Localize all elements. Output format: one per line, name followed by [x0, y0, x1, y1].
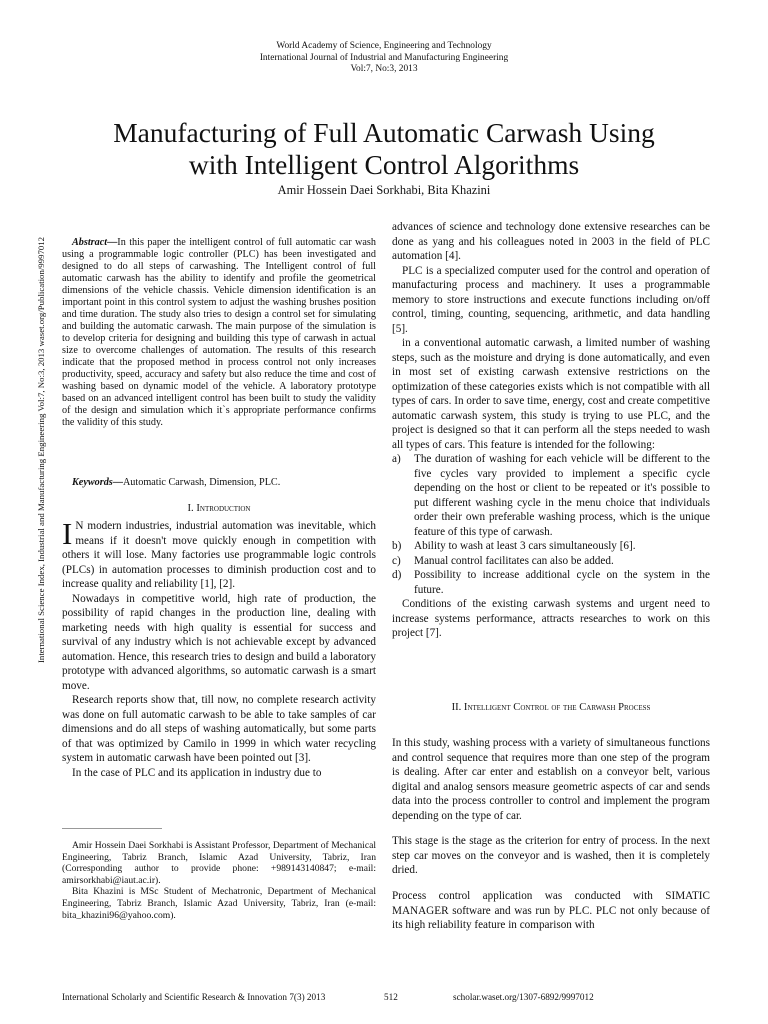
list-item-text: Ability to wash at least 3 cars simultaneously [6].: [414, 540, 636, 552]
list-item-text: Manual control facilitates can also be added.: [414, 554, 614, 567]
abstract-dash: —: [107, 237, 118, 248]
section-number: II.: [451, 702, 464, 713]
list-item: [392, 568, 710, 597]
abstract: [62, 237, 376, 429]
intro-paragraph-4: In the case of PLC and its application in industry due to: [72, 766, 322, 779]
author-list: Amir Hossein Daei Sorkhabi, Bita Khazini: [277, 183, 491, 197]
paper-title: [40, 117, 728, 181]
right-paragraph-4: Conditions of the existing carwash systems and urgent need to increase systems performance, attracts researches to work on this project [7].: [392, 598, 710, 639]
right-paragraph-5: In this study, washing process with a variety of simultaneous functions and control sequence that requires more than one step of the program is dealing. After car enter and establish on a conveyor belt, various digital and analog sensors measure geometric aspects of car and sends data into the process controller to control and implement the program depending on the type of car.: [392, 737, 710, 822]
intro-paragraph-1-text: N modern industries, industrial automation was inevitable, which means if it doesn't move quickly enough in competition with others it will lose. Many factories use programmable logic controls (PLCs) in automation processes to diminish production cost and to increase quality and reliability [1], [2].: [62, 520, 376, 590]
abstract-paragraph: [62, 237, 376, 429]
abstract-label: Abstract: [72, 237, 108, 248]
intro-paragraph-2: Nowadays in competitive world, high rate of production, the possibility of rapid changes in the production line, dealing with marketing needs with high quality is essential for success and survival of any industry which is not achievable except by advanced automation. Hence, this research tries to design and build a laboratory prototype with advanced algorithms, so automatic carwash is a smart move.: [62, 592, 376, 692]
journal-header: [0, 41, 768, 76]
journal-header-line2: International Journal of Industrial and Manufacturing Engineering: [259, 52, 509, 63]
right-paragraph-2: PLC is a specialized computer used for the control and operation of manufacturing process and machinery. It uses a programmable memory to store instructions and execute functions including on/off control, timing, counting, sequencing, arithmetic, and data handling [5].: [392, 264, 710, 335]
footnote-divider: [62, 828, 162, 829]
journal-header-line3: Vol:7, No:3, 2013: [350, 64, 418, 74]
section-heading-intelligent-control: [392, 702, 710, 713]
intro-paragraph-3: Research reports show that, till now, no complete research activity was done on full automatic carwash to be able to take samples of car dimensions and do all steps of washing automatically, but some parts of that was optimized by Camilo in 1999 in which water recycling system in automatic carwash have been pointed out [3].: [62, 694, 376, 764]
list-item: [392, 554, 710, 569]
page-number: 512: [384, 992, 398, 1002]
abstract-text: In this paper the intelligent control of full automatic car wash using a programmable logic controller (PLC) has been investigated and designed to do all steps of carwashing. The Intelligent control of full automatic carwash has the ability to identify and profile the geometrical dimensions of the vehicle chassis. Vehicle dimension identification is an important point in this control system to adjust the washing brushes position and time duration. The study also tries to design a control set for simulating and building the automatic carwash. The main purpose of the simulation is to develop criteria for designing and building this type of carwash in actual size to overcome challenges of automation. The results of this research indicate that the proposed method in process control not only increases productivity, speed, accuracy and safety but also reduce the time and cost of washing based on dynamic model of the vehicle. A laboratory prototype based on an advanced intelligent control has been built to study the validity of the design and simulation which it`s appropriate performance confirms the validity of this study.: [62, 237, 376, 428]
footnote-author-2: Bita Khazini is MSc Student of Mechatronic, Department of Mechanical Engineering, Tabriz Branch, Islamic Azad University, Tabriz, Iran (e-mail: bita_khazini96@yahoo.com).: [62, 886, 376, 921]
list-item-label: b): [392, 540, 402, 552]
keywords-paragraph: [62, 477, 376, 489]
keywords-text: Automatic Carwash, Dimension, PLC.: [122, 477, 281, 488]
section-number: I.: [187, 503, 197, 514]
section-heading-introduction: [62, 503, 376, 514]
keywords-label: Keywords: [72, 477, 113, 488]
section-title: Introduction: [196, 503, 251, 514]
right-paragraph-7: Process control application was conducted with SIMATIC MANAGER software and was run by PLC. PLC not only because of its high reliability feature in comparison with: [392, 890, 710, 932]
right-column-body: [392, 220, 710, 641]
footer-publisher: International Scholarly and Scientific Research & Innovation 7(3) 2013: [62, 992, 326, 1002]
list-item: [392, 539, 710, 554]
footer-url: scholar.waset.org/1307-6892/9997012: [453, 992, 594, 1002]
feature-list: [392, 452, 710, 597]
list-item-text: The duration of washing for each vehicle will be different to the five cycles vary provided to implement a specific cycle depending on the host or client to be repeated or it's possible to put different washing cycle in the menu choice that individuals order their own preferable washing process, which is the unique feature of this type of carwash.: [414, 453, 710, 538]
journal-header-line1: World Academy of Science, Engineering and Technology: [276, 41, 492, 51]
paper-title-line2: with Intelligent Control Algorithms: [188, 149, 580, 180]
right-paragraph-3: in a conventional automatic carwash, a limited number of washing steps, such as the moisture and drying is done automatically, and even in most set of existing carwash extensive restrictions on the optimization of these categories exists which is not compatible with all types of cars. In order to save time, energy, cost and create competitive automatic carwash system, this study is trying to use PLC, and the project is designed so that it can perform all the steps needed to wash all types of cars. This feature is intended for the following:: [392, 337, 710, 451]
paper-title-line1: Manufacturing of Full Automatic Carwash Using: [113, 117, 655, 148]
list-item-label: c): [392, 554, 401, 567]
footnotes: [62, 840, 376, 921]
list-item-text: Possibility to increase additional cycle on the system in the future.: [414, 569, 710, 596]
keywords-dash: —: [112, 477, 123, 488]
section-title: Intelligent Control of the Carwash Process: [463, 702, 651, 713]
list-item-label: a): [392, 453, 401, 465]
list-item-label: d): [392, 569, 402, 581]
list-item: [392, 452, 710, 539]
intro-paragraph-1: [62, 516, 376, 592]
right-paragraph-1: advances of science and technology done extensive researches can be done as yang and his colleagues noted in 2003 in the field of PLC automation [4].: [392, 221, 710, 262]
drop-cap: I: [62, 516, 73, 551]
right-paragraph-6: This stage is the stage as the criterion for entry of process. In the next step car moves on the conveyor and is washed, then it is completely dried.: [392, 835, 710, 877]
section-2-body: [392, 725, 710, 944]
footnote-author-1: Amir Hossein Daei Sorkhabi is Assistant Professor, Department of Mechanical Engineering, Tabriz Branch, Islamic Azad University, Tabriz, Iran (Corresponding author to provide phone: +989143140847; e-mail: amirsorkhabi@iaut.ac.ir).: [62, 840, 376, 886]
keywords: [62, 477, 376, 489]
side-index-text: International Science Index, Industrial and Manufacturing Engineering Vol:7, No:3, 2013 waset.org/Publication/9997012: [36, 236, 46, 663]
introduction-body: [62, 516, 376, 780]
